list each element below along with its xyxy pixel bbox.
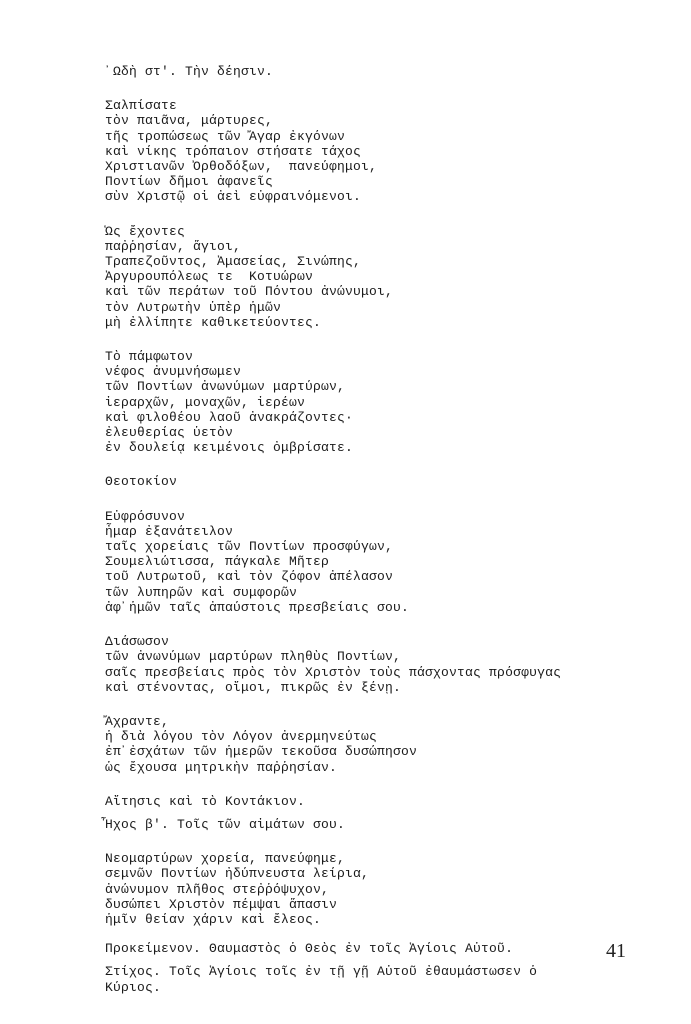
verse-line: σεμνῶν Ποντίων ἠδύπνευστα λείρια,: [105, 866, 370, 882]
verse-line: καὶ νίκης τρόπαιον στήσατε τάχος: [105, 143, 362, 159]
verse-line: Χριστιανῶν Ὀρθοδόξων, πανεύφημοι,: [105, 159, 378, 175]
stanza-1: [105, 98, 665, 204]
stanza-6: [105, 714, 665, 775]
kontakion-mode: Ἦχος β'. Τοῖς τῶν αἱμάτων σου.: [105, 816, 346, 832]
prokeimenon: Προκείμενον. Θαυμαστὸς ὁ Θεὸς ἐν τοῖς Ἁγίοις Αὐτοῦ.: [105, 941, 514, 957]
verse-line: καὶ φιλοθέου λαοῦ ἀνακράζοντες·: [105, 409, 354, 425]
verse-line: ἐλευθερίας ὑετὸν: [105, 425, 234, 441]
kontakion-title: Αἴτησις καὶ τὸ Κοντάκιον.: [105, 793, 306, 809]
verse-line: Ποντίων δῆμοι ἀφανεῖς: [105, 174, 274, 190]
verse-line: Τραπεζοῦντος, Ἀμασείας, Σινώπης,: [105, 254, 362, 270]
document-body: [105, 64, 665, 995]
verse-line: τὸν παιᾶνα, μάρτυρες,: [105, 113, 274, 129]
verse-line: ἡ διὰ λόγου τὸν Λόγον ἀνερμηνεύτως: [105, 729, 378, 745]
verse-line: ἀνώνυμον πλῆθος στεῤῥόψυχον,: [105, 881, 330, 897]
verse-line: Εὐφρόσυνον: [105, 508, 186, 524]
verse-line: ἦμαρ ἐξανάτειλον: [105, 523, 234, 539]
verse-line: Σουμελιώτισσα, πάγκαλε Μῆτερ: [105, 554, 330, 570]
verse-line: ἐν δουλείᾳ κειμένοις ὀμβρίσατε.: [105, 440, 354, 456]
stanza-4: [105, 509, 665, 615]
stichos-line: Κύριος.: [105, 979, 162, 995]
verse-line: ὡς ἔχουσα μητρικὴν παῤῥησίαν.: [105, 759, 338, 775]
verse-line: τῆς τροπώσεως τῶν Ἄγαρ ἐκγόνων: [105, 128, 346, 144]
verse-line: Σαλπίσατε: [105, 98, 178, 114]
verse-line: τὸν Λυτρωτὴν ὑπὲρ ἡμῶν: [105, 299, 282, 315]
verse-line: ταῖς χορείαις τῶν Ποντίων προσφύγων,: [105, 539, 394, 555]
verse-line: δυσώπει Χριστὸν πέμψαι ἅπασιν: [105, 896, 338, 912]
verse-line: ἱεραρχῶν, μοναχῶν, ἱερέων: [105, 394, 306, 410]
verse-line: τῶν λυπηρῶν καὶ συμφορῶν: [105, 584, 298, 600]
verse-line: ἐπ᾿ἐσχάτων τῶν ἡμερῶν τεκοῦσα δυσώπησον: [105, 744, 418, 760]
verse-line: Ὡς ἔχοντες: [105, 223, 186, 239]
verse-line: Ἀργυρουπόλεως τε Κοτυώρων: [105, 269, 314, 285]
verse-line: τῶν ἀνωνύμων μαρτύρων πληθὺς Ποντίων,: [105, 649, 402, 665]
page-number: 41: [606, 940, 626, 962]
stanza-5: [105, 634, 665, 695]
stichos-line: Στίχος. Τοῖς Ἁγίοις τοῖς ἐν τῇ γῇ Αὐτοῦ ἐθαυμάστωσεν ὁ: [105, 964, 538, 980]
stanza-2: [105, 224, 665, 330]
verse-line: Διάσωσον: [105, 634, 170, 650]
stanza-7: [105, 851, 665, 927]
verse-line: καὶ στένοντας, οἴμοι, πικρῶς ἐν ξένῃ.: [105, 679, 402, 695]
verse-line: σαῖς πρεσβείαις πρὸς τὸν Χριστὸν τοὺς πάσχοντας πρόσφυγας: [105, 664, 562, 680]
verse-line: νέφος ἀνυμνήσωμεν: [105, 364, 242, 380]
verse-line: Νεομαρτύρων χορεία, πανεύφημε,: [105, 851, 346, 867]
verse-line: παῤῥησίαν, ἅγιοι,: [105, 238, 242, 254]
ode-heading: ᾿Ωδὴ στ'. Τὴν δέησιν.: [105, 64, 274, 79]
verse-line: σὺν Χριστῷ οἱ ἀεὶ εὐφραινόμενοι.: [105, 189, 362, 205]
stanza-3: [105, 349, 665, 455]
theotokion-title: Θεοτοκίον: [105, 474, 178, 490]
verse-line: Τὸ πάμφωτον: [105, 349, 194, 365]
verse-line: τῶν Ποντίων ἀνωνύμων μαρτύρων,: [105, 379, 346, 395]
verse-line: Ἄχραντε,: [105, 713, 170, 729]
verse-line: ἀφ᾿ἡμῶν ταῖς ἀπαύστοις πρεσβείαις σου.: [105, 599, 410, 615]
verse-line: ἡμῖν θείαν χάριν καὶ ἔλεος.: [105, 911, 322, 927]
verse-line: καὶ τῶν περάτων τοῦ Πόντου ἀνώνυμοι,: [105, 284, 394, 300]
verse-line: τοῦ Λυτρωτοῦ, καὶ τὸν ζόφον ἀπέλασον: [105, 569, 394, 585]
verse-line: μὴ ἐλλίπητε καθικετεύοντες.: [105, 314, 322, 330]
